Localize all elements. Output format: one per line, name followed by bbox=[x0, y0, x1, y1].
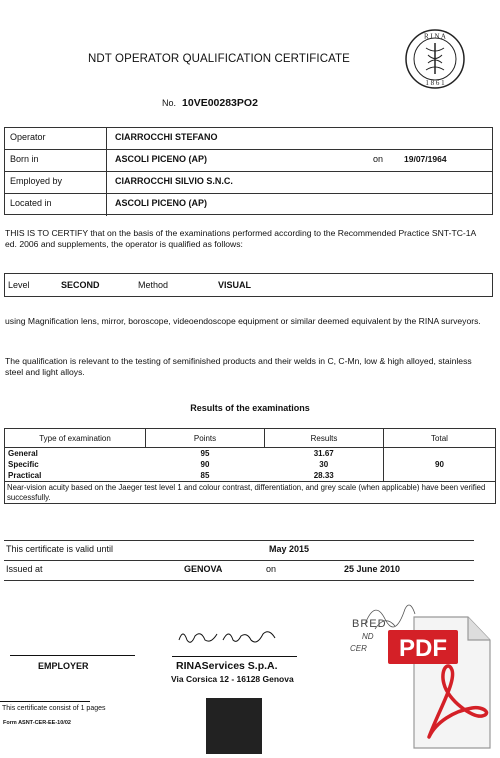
certificate-title: NDT OPERATOR QUALIFICATION CERTIFICATE bbox=[88, 53, 350, 65]
exam-points: 95 bbox=[200, 449, 210, 458]
level-label: Level bbox=[8, 280, 30, 290]
exam-result: 30 bbox=[319, 460, 329, 469]
stamp-line-1: BRED bbox=[352, 618, 387, 630]
exam-points: 85 bbox=[200, 471, 210, 480]
stamp-line-2: ND bbox=[362, 632, 374, 641]
located-label: Located in bbox=[10, 198, 52, 208]
exam-type: Specific bbox=[5, 459, 146, 470]
validity-row bbox=[4, 540, 474, 561]
operator-row bbox=[4, 127, 493, 149]
exam-type: General bbox=[5, 448, 146, 460]
relevance-paragraph: The qualification is relevant to the testing of semifinished products and their welds in C, C-Mn, low & high alloyed, stainless steel and light alloys. bbox=[5, 356, 472, 377]
issued-place: GENOVA bbox=[184, 564, 223, 574]
operator-label: Operator bbox=[10, 132, 46, 142]
issued-on-label: on bbox=[266, 564, 277, 574]
method-value: VISUAL bbox=[218, 280, 252, 290]
employer-row bbox=[4, 171, 493, 193]
issued-at-label: Issued at bbox=[6, 564, 43, 574]
col-type-header: Type of examination bbox=[5, 429, 146, 448]
operator-name: CIARROCCHI STEFANO bbox=[115, 132, 218, 142]
col-total-header: Total bbox=[384, 429, 496, 448]
equipment-paragraph: using Magnification lens, mirror, boroscope, videoendoscope equipment or similar deemed equivalent by the RINA surveyors. bbox=[5, 316, 481, 326]
company-address: Via Corsica 12 - 16128 Genova bbox=[171, 674, 294, 684]
location-row bbox=[4, 193, 493, 215]
born-on-label: on bbox=[373, 154, 384, 164]
certificate-number bbox=[162, 97, 258, 109]
col-points-header: Points bbox=[146, 429, 265, 448]
pages-note: This certificate consist of 1 pages bbox=[2, 705, 106, 712]
exam-result: 31.67 bbox=[313, 449, 334, 458]
exam-total: 90 bbox=[384, 448, 496, 482]
table-row bbox=[5, 448, 496, 460]
qualification-row bbox=[4, 275, 493, 297]
results-heading: Results of the examinations bbox=[190, 403, 310, 413]
issued-date: 25 June 2010 bbox=[344, 564, 401, 574]
vision-note: Near-vision acuity based on the Jaeger test level 1 and colour contrast, differentiation, and grey scale (when applicable) have been verified successfully. bbox=[5, 482, 496, 504]
results-table bbox=[4, 428, 496, 504]
rina-seal-logo bbox=[404, 28, 466, 90]
certify-paragraph: THIS IS TO CERTIFY that on the basis of the examinations performed according to the Recommended Practice SNT-TC-1A ed. 2006 and supplements, the operator is qualified as follows: bbox=[5, 228, 476, 249]
birth-date: 19/07/1964 bbox=[404, 154, 447, 164]
stamp-line-3: CER bbox=[350, 644, 367, 653]
born-label: Born in bbox=[10, 154, 39, 164]
company-name: RINAServices S.p.A. bbox=[176, 660, 278, 672]
svg-text:R I N A: R I N A bbox=[424, 32, 446, 41]
born-in-value: ASCOLI PICENO (AP) bbox=[115, 154, 208, 164]
certificate-number-label: No. bbox=[162, 98, 177, 108]
valid-until-value: May 2015 bbox=[269, 544, 310, 554]
level-value: SECOND bbox=[61, 280, 100, 290]
pdf-label: PDF bbox=[399, 635, 447, 662]
method-label: Method bbox=[138, 280, 169, 290]
employer-signature-line bbox=[10, 655, 135, 656]
employed-label: Employed by bbox=[10, 176, 63, 186]
employer-label: EMPLOYER bbox=[38, 661, 89, 671]
form-code: Form ASNT-CER-EE-10/02 bbox=[3, 720, 71, 726]
location-value: ASCOLI PICENO (AP) bbox=[115, 198, 208, 208]
footer-line bbox=[0, 701, 90, 702]
rina-signature-line bbox=[172, 656, 297, 657]
certificate-number-value: 10VE00283PO2 bbox=[182, 97, 258, 109]
exam-result: 28.33 bbox=[313, 471, 334, 480]
valid-until-label: This certificate is valid until bbox=[6, 544, 114, 554]
pdf-icon[interactable] bbox=[384, 612, 494, 752]
results-header-row bbox=[5, 429, 496, 448]
col-results-header: Results bbox=[265, 429, 384, 448]
exam-type: Practical bbox=[5, 470, 146, 482]
issued-row bbox=[4, 561, 474, 581]
exam-points: 90 bbox=[200, 460, 210, 469]
hologram-stamp bbox=[206, 698, 262, 754]
employer-value: CIARROCCHI SILVIO S.N.C. bbox=[115, 176, 233, 186]
rina-signature bbox=[175, 622, 285, 650]
born-row bbox=[4, 149, 493, 171]
note-row bbox=[5, 482, 496, 504]
svg-text:1 8 6 1: 1 8 6 1 bbox=[425, 79, 445, 87]
